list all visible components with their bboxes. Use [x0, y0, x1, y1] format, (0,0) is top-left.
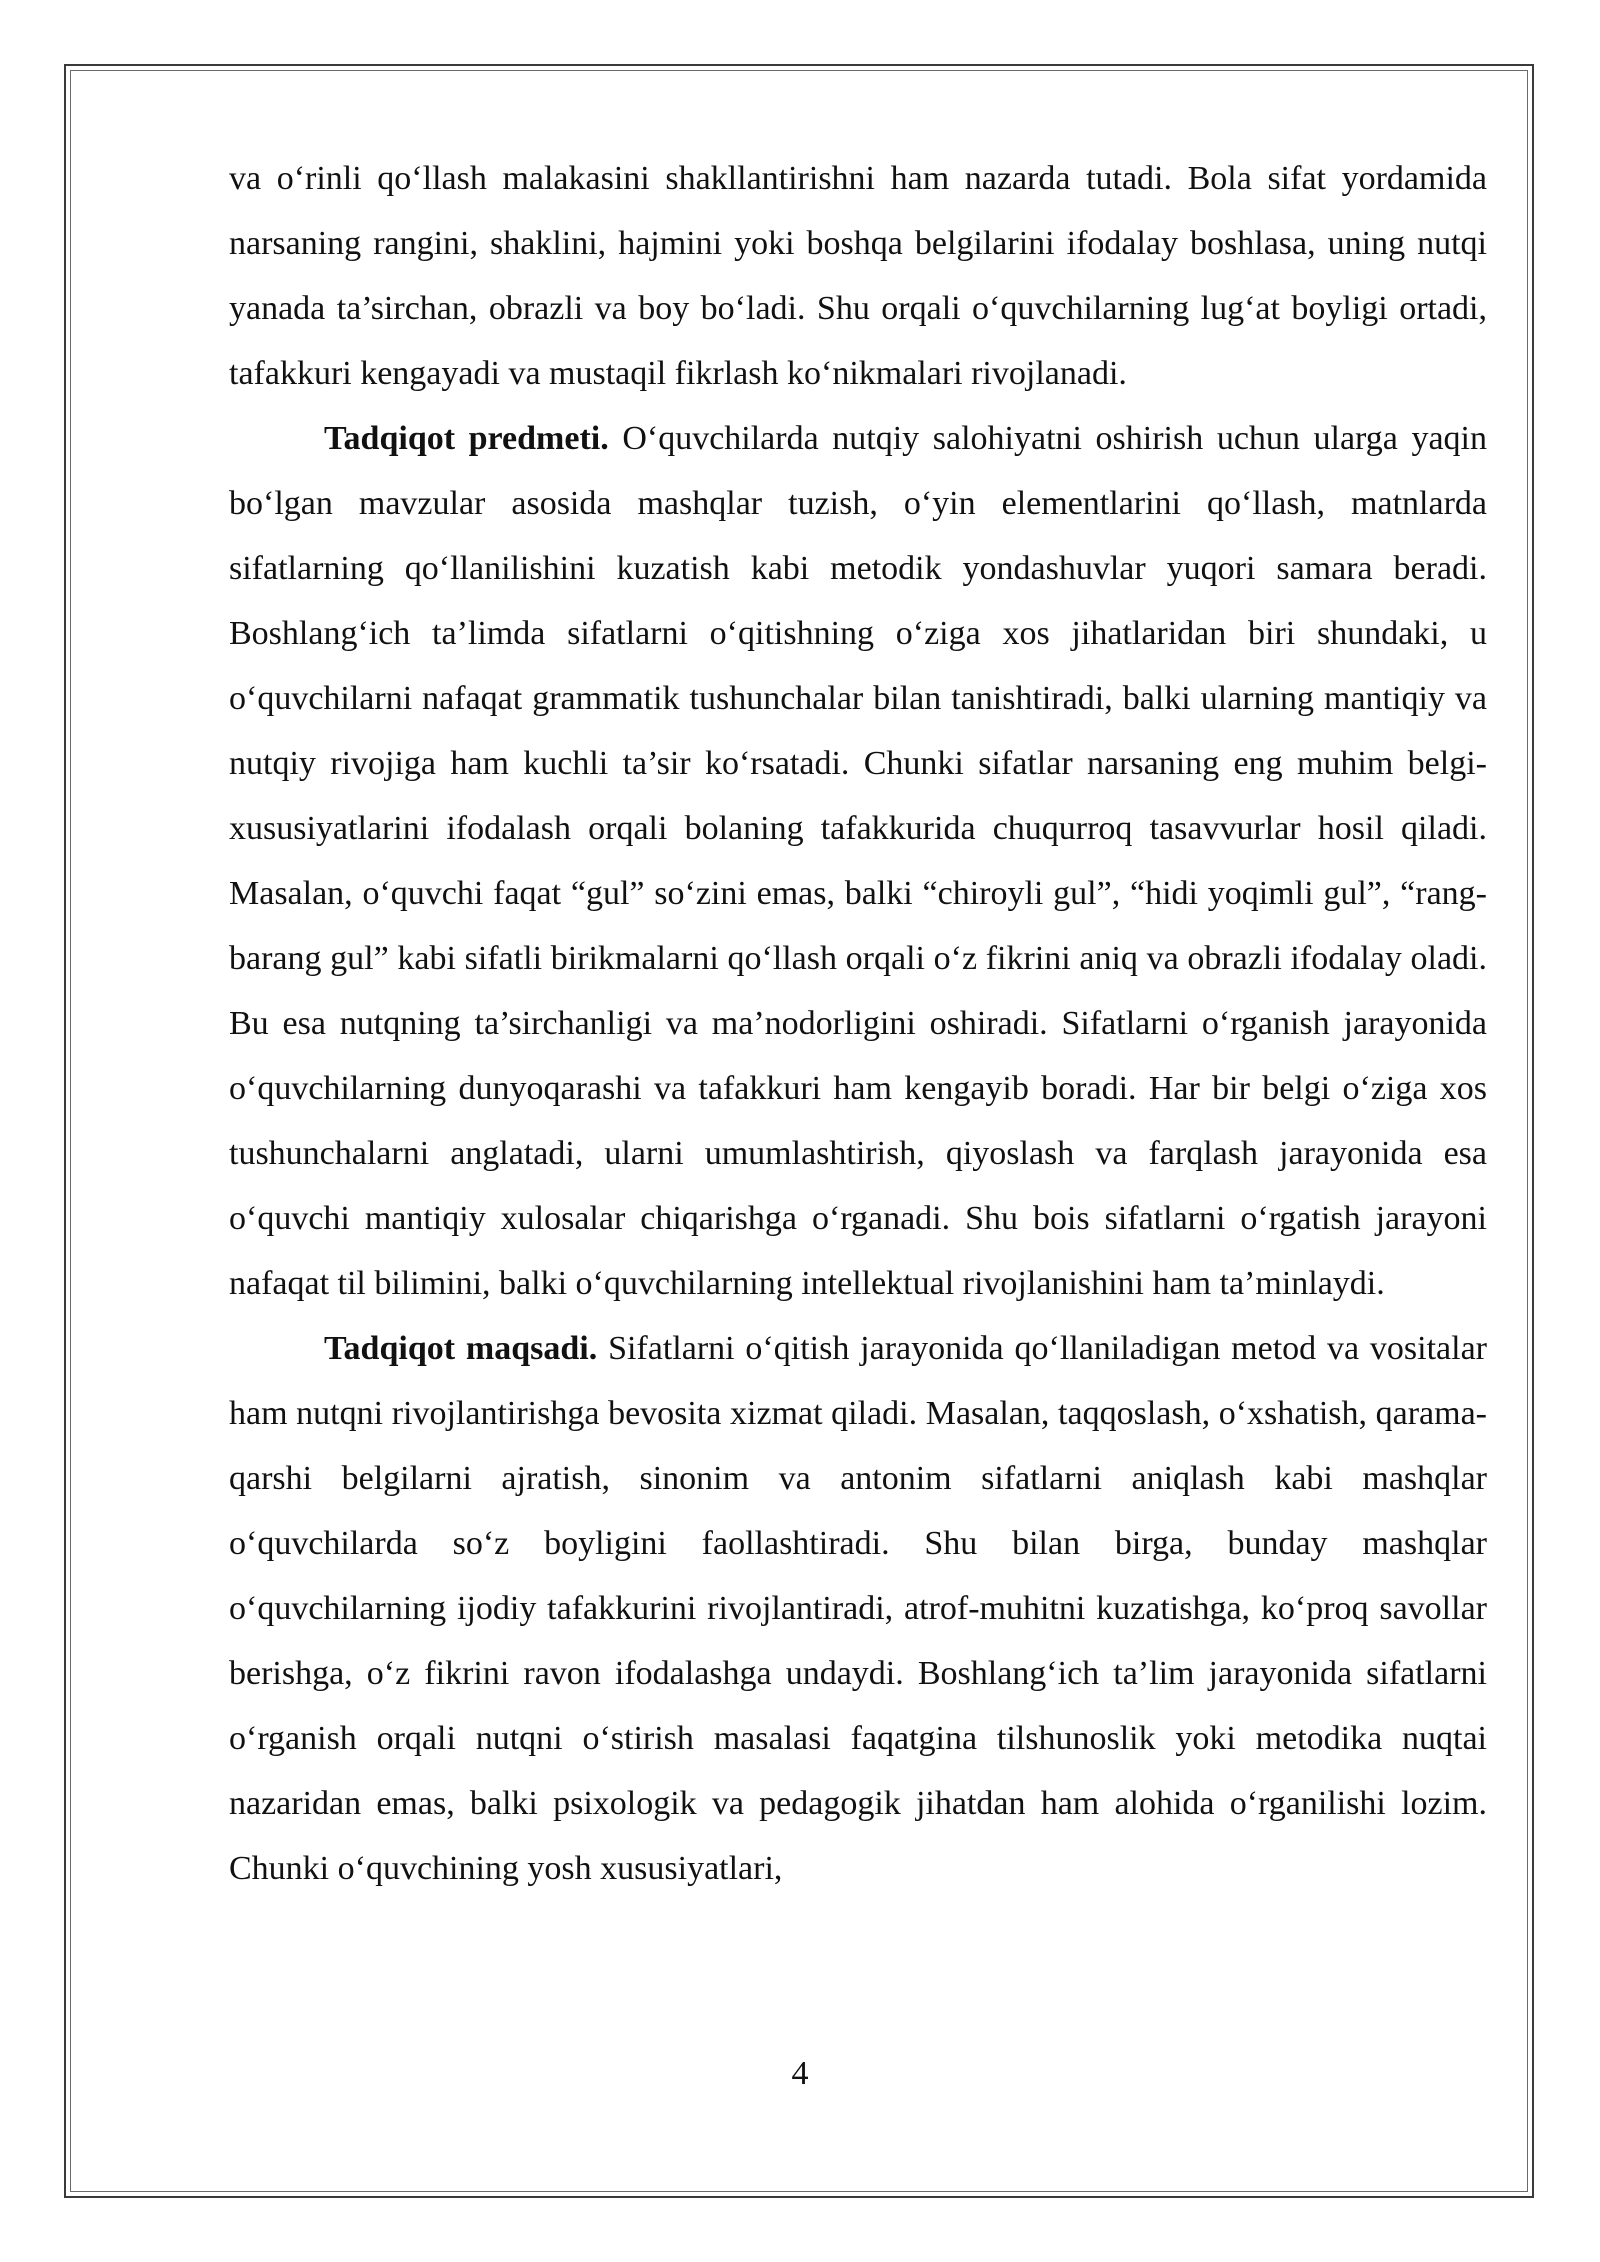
paragraph-research-subject [229, 406, 1487, 1316]
paragraph-intro [229, 146, 1487, 406]
paragraph-research-goal [229, 1316, 1487, 1901]
section-heading-research-subject: Tadqiqot predmeti. [324, 420, 609, 457]
section-heading-research-goal: Tadqiqot maqsadi. [324, 1330, 598, 1367]
paragraph-text: Sifatlarni o‘qitish jarayonida qo‘llaniladigan metod va vositalar ham nutqni rivojlantirishga bevosita xizmat qiladi. Masalan, taqqoslash, o‘xshatish, qarama-qarshi belgilarni ajratish, sinonim va antonim sifatlarni aniqlash kabi mashqlar o‘quvchilarda so‘z boyligini faollashtiradi. Shu bilan birga, bunday mashqlar o‘quvchilarning ijodiy tafakkurini rivojlantiradi, atrof-muhitni kuzatishga, ko‘proq savollar berishga, o‘z fikrini ravon ifodalashga undaydi. Boshlang‘ich ta’lim jarayonida sifatlarni o‘rganish orqali nutqni o‘stirish masalasi faqatgina tilshunoslik yoki metodika nuqtai nazaridan emas, balki psixologik va pedagogik jihatdan ham alohida o‘rganilishi lozim. Chunki o‘quvchining yosh xususiyatlari, [229, 1330, 1487, 1887]
document-body [229, 146, 1487, 1901]
page-number: 4 [791, 2055, 809, 2092]
paragraph-text: va o‘rinli qo‘llash malakasini shakllantirishni ham nazarda tutadi. Bola sifat yordamida narsaning rangini, shaklini, hajmini yoki boshqa belgilarini ifodalay boshlasa, uning nutqi yanada ta’sirchan, obrazli va boy bo‘ladi. Shu orqali o‘quvchilarning lug‘at boyligi ortadi, tafakkuri kengayadi va mustaqil fikrlash ko‘nikmalari rivojlanadi. [229, 160, 1487, 392]
paragraph-text: O‘quvchilarda nutqiy salohiyatni oshirish uchun ularga yaqin bo‘lgan mavzular asosida mashqlar tuzish, o‘yin elementlarini qo‘llash, matnlarda sifatlarning qo‘llanilishini kuzatish kabi metodik yondashuvlar yuqori samara beradi. Boshlang‘ich ta’limda sifatlarni o‘qitishning o‘ziga xos jihatlaridan biri shundaki, u o‘quvchilarni nafaqat grammatik tushunchalar bilan tanishtiradi, balki ularning mantiqiy va nutqiy rivojiga ham kuchli ta’sir ko‘rsatadi. Chunki sifatlar narsaning eng muhim belgi-xususiyatlarini ifodalash orqali bolaning tafakkurida chuqurroq tasavvurlar hosil qiladi. Masalan, o‘quvchi faqat “gul” so‘zini emas, balki “chiroyli gul”, “hidi yoqimli gul”, “rang-barang gul” kabi sifatli birikmalarni qo‘llash orqali o‘z fikrini aniq va obrazli ifodalay oladi. Bu esa nutqning ta’sirchanligi va ma’nodorligini oshiradi. Sifatlarni o‘rganish jarayonida o‘quvchilarning dunyoqarashi va tafakkuri ham kengayib boradi. Har bir belgi o‘ziga xos tushunchalarni anglatadi, ularni umumlashtirish, qiyoslash va farqlash jarayonida esa o‘quvchi mantiqiy xulosalar chiqarishga o‘rganadi. Shu bois sifatlarni o‘rgatish jarayoni nafaqat til bilimini, balki o‘quvchilarning intellektual rivojlanishini ham ta’minlaydi. [229, 420, 1487, 1302]
